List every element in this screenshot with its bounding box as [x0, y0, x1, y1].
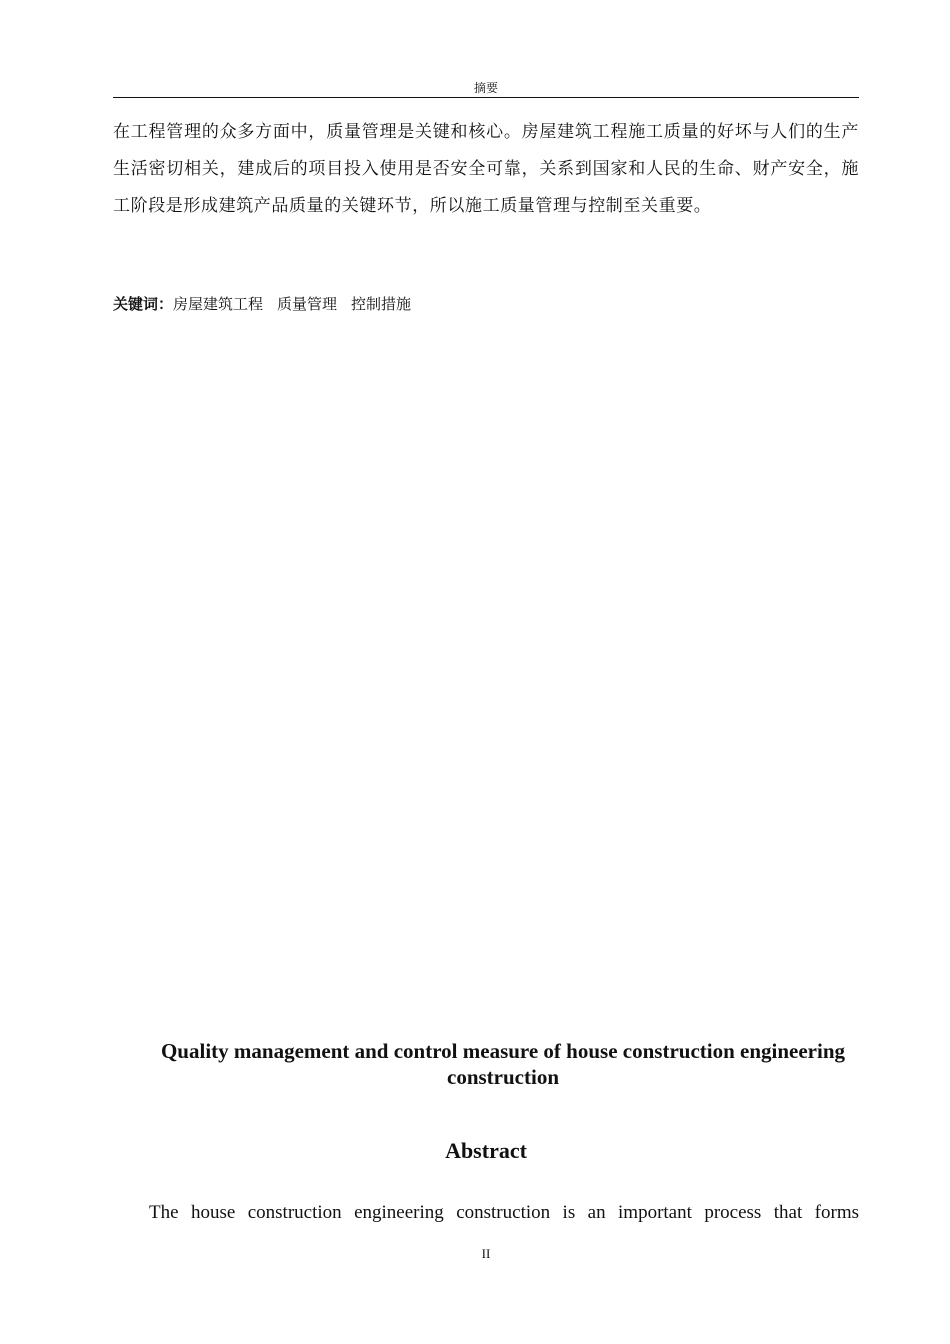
page-header: 摘要	[473, 81, 498, 95]
keywords-label: 关键词：	[113, 295, 174, 313]
keyword-item: 质量管理	[277, 295, 338, 313]
keywords-line	[113, 293, 859, 315]
english-abstract-paragraph: The house construction engineering construction is an important process that forms	[149, 1202, 859, 1223]
header-rule	[113, 97, 859, 98]
page-number: II	[481, 1246, 491, 1261]
keyword-item: 控制措施	[351, 295, 412, 313]
english-title: Quality management and control measure of house construction engineering construction	[160, 1039, 846, 1089]
english-abstract-heading: Abstract	[445, 1138, 527, 1163]
chinese-abstract-paragraph: 在工程管理的众多方面中，质量管理是关键和核心。房屋建筑工程施工质量的好坏与人们的生产生活密切相关，建成后的项目投入使用是否安全可靠，关系到国家和人民的生命、财产安全，施工阶段是形成建筑产品质量的关键环节，所以施工质量管理与控制至关重要。	[113, 122, 859, 216]
keyword-item: 房屋建筑工程	[173, 295, 264, 313]
